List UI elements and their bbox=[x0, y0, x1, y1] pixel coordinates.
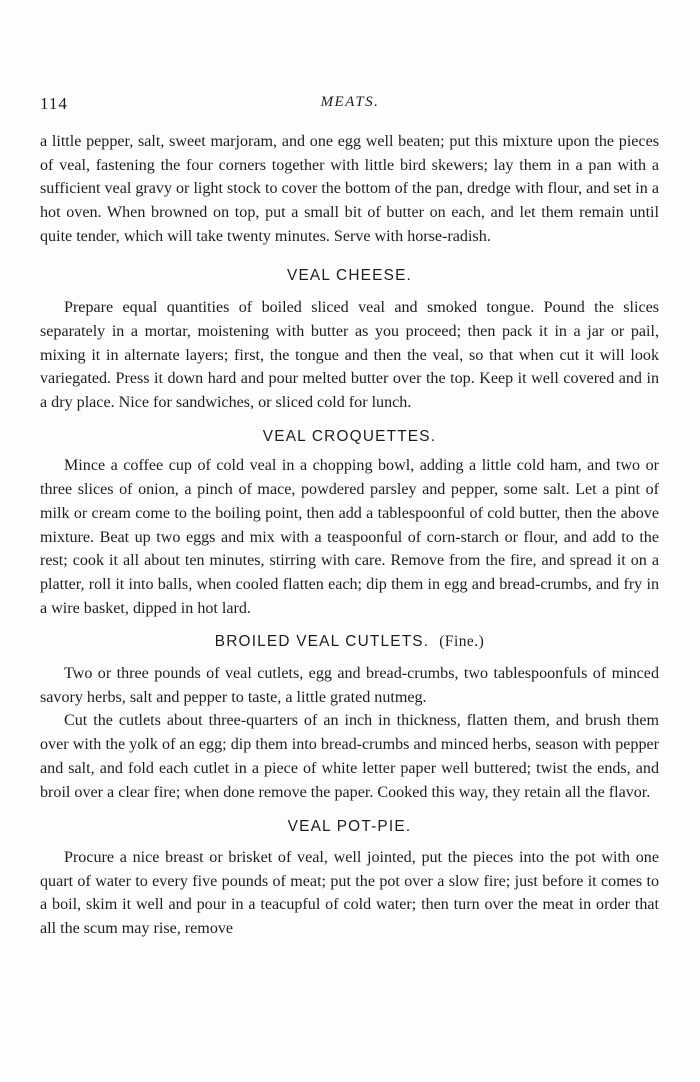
veal-croquettes-paragraph: Mince a coffee cup of cold veal in a chopping bowl, adding a little cold ham, and two or three slices of onion, a pinch of mace, powdered parsley and pepper, some salt. Let a pint of milk or cream come to the boiling point, then add a tablespoonful of cold butter, then the above mixture. Beat up two eggs and mix with a teaspoonful of corn-starch or flour, and add to the rest; cook it all about ten minutes, stirring with care. Remove from the fire, and spread it on a platter, roll it into balls, when cooled flatten each; dip them in egg and bread-crumbs, and fry in a wire basket, dipped in hot lard. bbox=[40, 457, 659, 617]
page-number: 114 bbox=[40, 94, 68, 113]
veal-pot-pie-heading: VEAL POT-PIE. bbox=[287, 818, 412, 836]
broiled-veal-cutlets-ingredients: Two or three pounds of veal cutlets, egg and bread-crumbs, two tablespoonfuls of minced savory herbs, salt and pepper to taste, a little grated nutmeg. bbox=[40, 665, 659, 706]
page-content bbox=[40, 130, 659, 941]
page-header bbox=[40, 94, 660, 118]
broiled-veal-cutlets-method: Cut the cutlets about three-quarters of an inch in thickness, flatten them, and brush them over with the yolk of an egg; dip them into bread-crumbs and minced herbs, season with pepper and salt, and fold each cutlet in a piece of white letter paper well buttered; twist the ends, and broil over a clear fire; when done remove the paper. Cooked this way, they retain all the flavor. bbox=[40, 712, 659, 801]
veal-pot-pie-paragraph: Procure a nice breast or brisket of veal, well jointed, put the pieces into the pot with one quart of water to every five pounds of meat; put the pot over a slow fire; just before it comes to a boil, skim it well and pour in a teacupful of cold water; then turn over the meat in order that all the scum may rise, remove bbox=[40, 848, 659, 938]
broiled-veal-cutlets-title: BROILED VEAL CUTLETS. bbox=[214, 633, 430, 651]
veal-cheese-paragraph: Prepare equal quantities of boiled sliced veal and smoked tongue. Pound the slices separately in a mortar, moistening with butter as you proceed; then pack it in a jar or pail, mixing it in alternate layers; first, the tongue and then the veal, so that when cut it will look variegated. Press it down hard and pour melted butter over the top. Keep it well covered and in a dry place. Nice for sandwiches, or sliced cold for lunch. bbox=[40, 299, 659, 412]
veal-cheese-heading: VEAL CHEESE. bbox=[286, 266, 413, 284]
running-head: MEATS. bbox=[320, 94, 380, 110]
broiled-veal-cutlets-heading bbox=[40, 630, 659, 654]
intro-continued-paragraph: a little pepper, salt, sweet marjoram, and one egg well beaten; put this mixture upon the pieces of veal, fastening the four corners together with little bird skewers; lay them in a pan with a sufficient veal gravy or light stock to cover the bottom of the pan, dredge with flour, and set in a hot oven. When browned on top, put a small bit of butter on each, and let them remain until quite tender, which will take twenty minutes. Serve with horse-radish. bbox=[40, 133, 659, 245]
veal-croquettes-heading: VEAL CROQUETTES. bbox=[262, 427, 437, 445]
broiled-veal-cutlets-note: (Fine.) bbox=[439, 633, 485, 651]
